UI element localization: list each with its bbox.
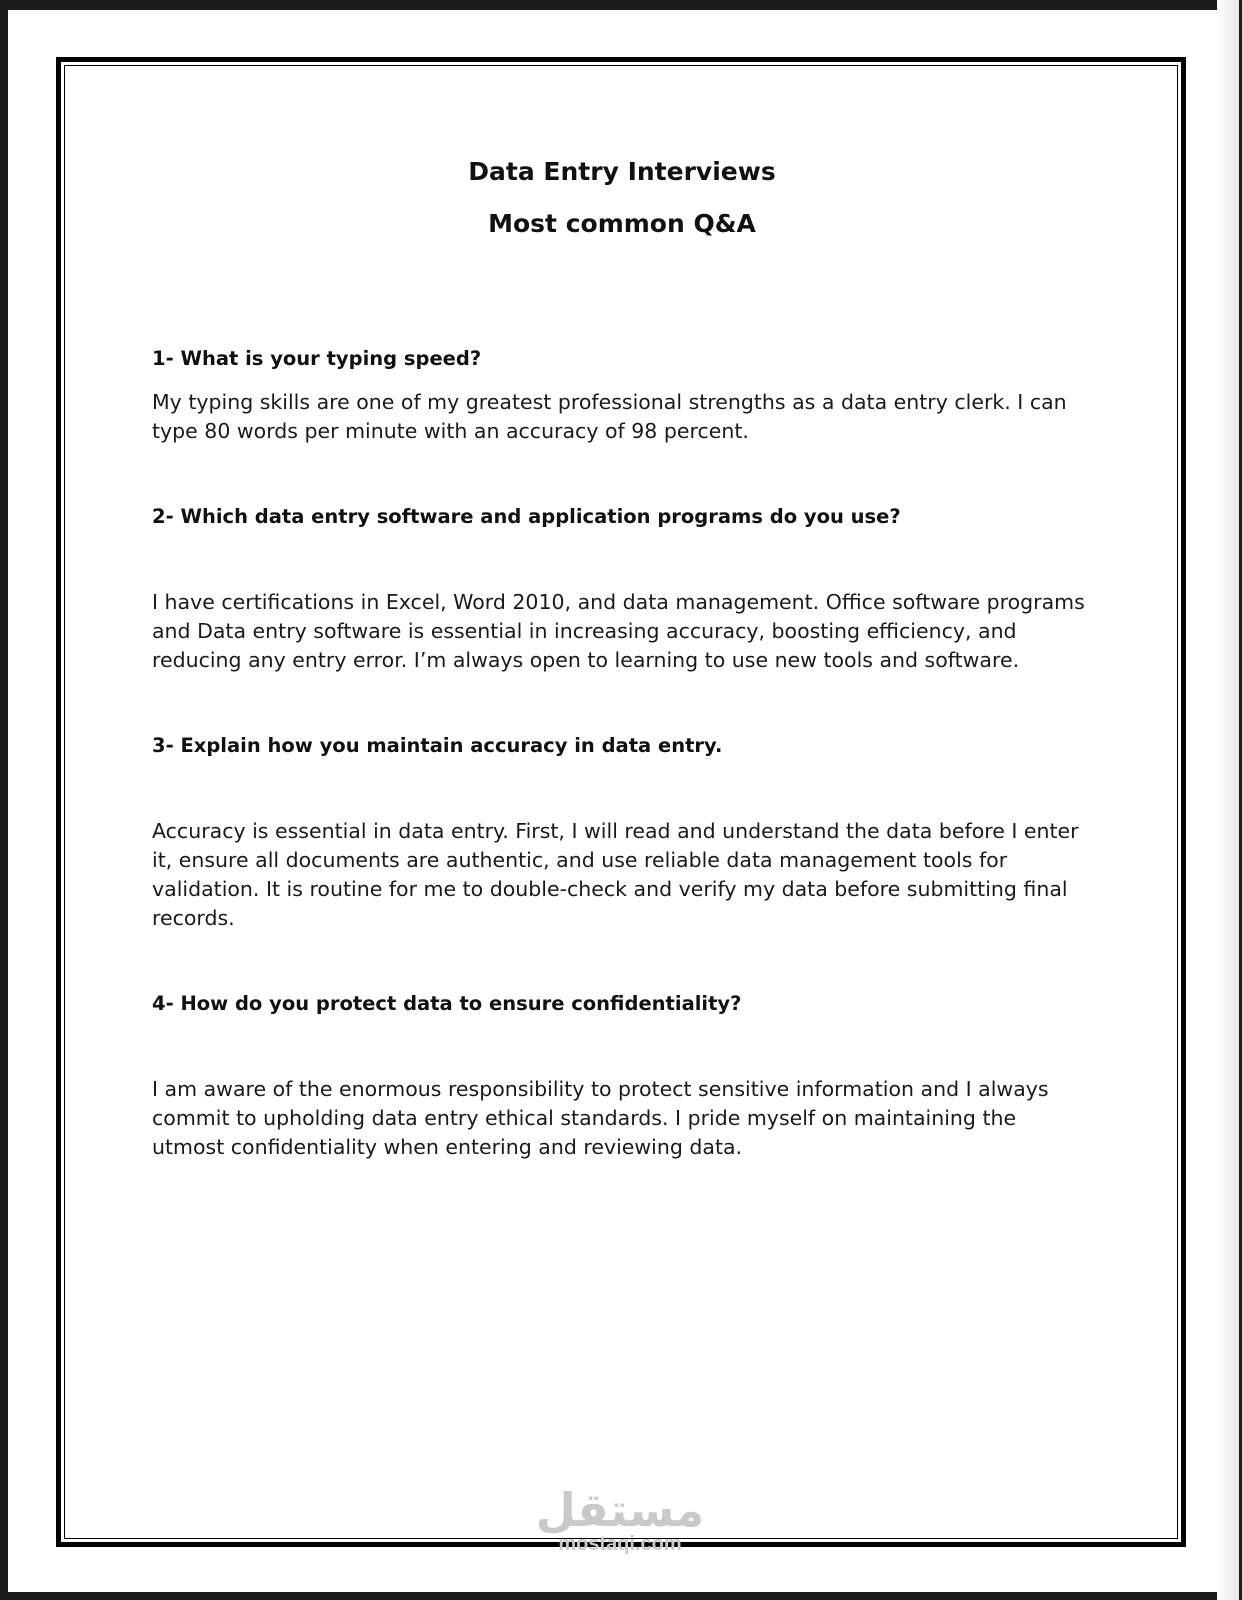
scan-edge-top xyxy=(0,0,1242,10)
watermark xyxy=(530,1484,710,1568)
answer-2: I have certifications in Excel, Word 2010, and data management. Office software programs and Data entry software is essential in increasing accuracy, boosting efficiency, and reducing any entry error. I’m always open to learning to use new tools and software. xyxy=(152,590,1085,672)
scan-edge-right-shade xyxy=(1217,0,1239,1600)
question-1: 1- What is your typing speed? xyxy=(152,347,482,370)
question-2: 2- Which data entry software and application programs do you use? xyxy=(152,505,901,528)
question-3: 3- Explain how you maintain accuracy in data entry. xyxy=(152,734,723,757)
watermark-logo: مستقل xyxy=(535,1483,705,1537)
answer-3: Accuracy is essential in data entry. First, I will read and understand the data before I enter it, ensure all documents are authentic, and use reliable data management tools for validation. It is routine for me to double-check and verify my data before submitting final records. xyxy=(152,819,1079,930)
watermark-url: mostaqi.com xyxy=(558,1533,682,1555)
question-4: 4- How do you protect data to ensure confidentiality? xyxy=(152,992,742,1015)
answer-4: I am aware of the enormous responsibility to protect sensitive information and I always commit to upholding data entry ethical standards. I pride myself on maintaining the utmost confidentiality when entering and reviewing data. xyxy=(152,1077,1049,1159)
scan-edge-left xyxy=(0,0,8,1600)
document-subtitle: Most common Q&A xyxy=(488,209,756,238)
document-title: Data Entry Interviews xyxy=(468,157,776,186)
answer-1: My typing skills are one of my greatest professional strengths as a data entry clerk. I can type 80 words per minute with an accuracy of 98 percent. xyxy=(152,390,1067,443)
scan-edge-bottom xyxy=(0,1592,1242,1600)
document-body xyxy=(152,150,1092,1162)
